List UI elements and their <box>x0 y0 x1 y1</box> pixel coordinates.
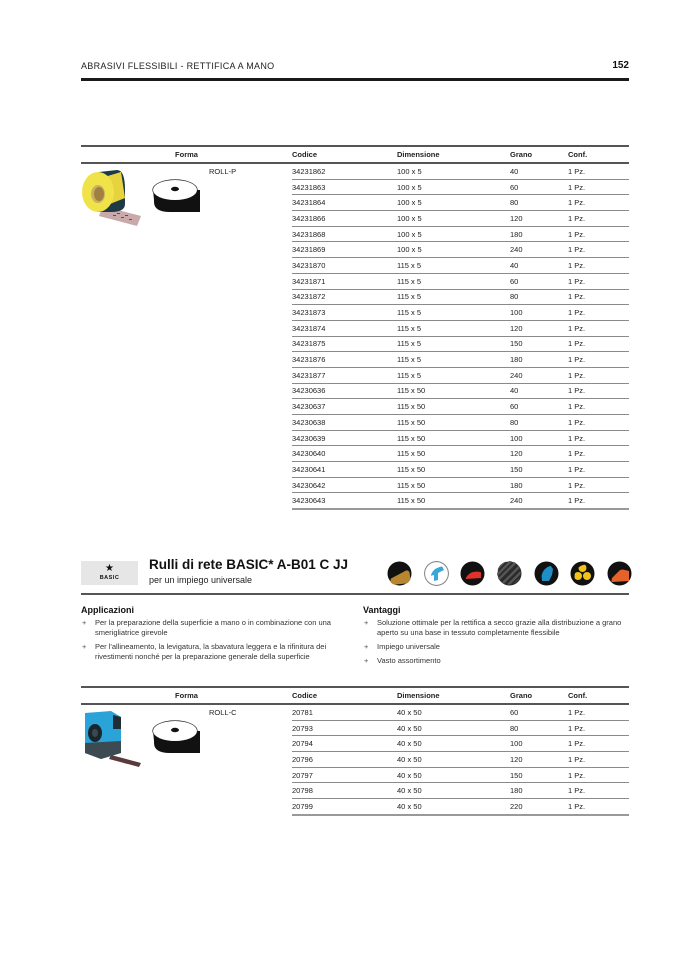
list-item-text: Soluzione ottimale per la rettifica a secco grazie alla distribuzione a grano aperto su una base in tessuto completamente flessibile <box>377 618 622 637</box>
vantaggi-list <box>363 618 633 666</box>
cell-conf: 1 Pz. <box>568 415 629 431</box>
steel-icon <box>424 561 449 586</box>
cell-codice: 34230641 <box>292 462 397 478</box>
material-icons <box>387 561 632 587</box>
cell-grano: 100 <box>510 305 568 321</box>
cell-conf: 1 Pz. <box>568 704 629 720</box>
cell-dimensione: 115 x 50 <box>397 477 510 493</box>
cell-grano: 40 <box>510 163 568 179</box>
column-header-forma: Forma <box>81 146 292 163</box>
star-icon: ★ <box>105 563 114 574</box>
cell-dimensione: 115 x 50 <box>397 462 510 478</box>
list-item-text: Vasto assortimento <box>377 656 441 665</box>
column-header-conf: Conf. <box>568 146 629 163</box>
list-item-text: Per la preparazione della superficie a mano o in combinazione con una smerigliatrice girevole <box>95 618 331 637</box>
cell-dimensione: 40 x 50 <box>397 767 510 783</box>
cell-grano: 120 <box>510 752 568 768</box>
cell-conf: 1 Pz. <box>568 289 629 305</box>
cell-dimensione: 115 x 5 <box>397 367 510 383</box>
cell-codice: 34230637 <box>292 399 397 415</box>
cell-codice: 34230640 <box>292 446 397 462</box>
cell-dimensione: 115 x 5 <box>397 258 510 274</box>
cell-dimensione: 115 x 5 <box>397 320 510 336</box>
cell-grano: 240 <box>510 242 568 258</box>
cell-dimensione: 115 x 50 <box>397 399 510 415</box>
cell-dimensione: 100 x 5 <box>397 195 510 211</box>
cell-conf: 1 Pz. <box>568 493 629 509</box>
cell-grano: 40 <box>510 258 568 274</box>
cell-grano: 80 <box>510 195 568 211</box>
cell-dimensione: 40 x 50 <box>397 704 510 720</box>
product-image-cell <box>81 163 209 509</box>
basic-badge-label: BASIC <box>99 575 120 581</box>
cell-grano: 60 <box>510 273 568 289</box>
cell-codice: 34231873 <box>292 305 397 321</box>
cell-dimensione: 40 x 50 <box>397 799 510 815</box>
cell-dimensione: 100 x 5 <box>397 179 510 195</box>
plus-bullet-icon: + <box>364 618 369 627</box>
cell-codice: 34231863 <box>292 179 397 195</box>
cell-conf: 1 Pz. <box>568 352 629 368</box>
cell-dimensione: 40 x 50 <box>397 752 510 768</box>
cell-dimensione: 40 x 50 <box>397 736 510 752</box>
cell-conf: 1 Pz. <box>568 258 629 274</box>
cell-codice: 20798 <box>292 783 397 799</box>
product-type-label: ROLL-C <box>209 708 237 717</box>
cell-dimensione: 100 x 5 <box>397 163 510 179</box>
cell-dimensione: 115 x 50 <box>397 430 510 446</box>
cell-dimensione: 115 x 50 <box>397 415 510 431</box>
cell-grano: 60 <box>510 179 568 195</box>
glove-icon <box>534 561 559 586</box>
vantaggi-heading: Vantaggi <box>363 605 401 615</box>
cell-conf: 1 Pz. <box>568 783 629 799</box>
table-row <box>81 704 629 720</box>
cell-grano: 80 <box>510 289 568 305</box>
list-item <box>363 656 633 666</box>
page-header <box>81 61 629 73</box>
section-subtitle: per un impiego universale <box>149 575 253 585</box>
list-item <box>363 642 633 652</box>
cell-grano: 180 <box>510 783 568 799</box>
cell-dimensione: 115 x 5 <box>397 273 510 289</box>
cell-codice: 20781 <box>292 704 397 720</box>
cell-conf: 1 Pz. <box>568 336 629 352</box>
composite-icon <box>497 561 522 586</box>
cell-grano: 150 <box>510 462 568 478</box>
cell-codice: 34231862 <box>292 163 397 179</box>
product-image <box>81 166 211 228</box>
yellow-abrasive-roll-image <box>81 168 147 226</box>
filler-icon <box>607 561 632 586</box>
roll-shape-icon <box>150 178 202 214</box>
cell-grano: 150 <box>510 767 568 783</box>
cell-conf: 1 Pz. <box>568 767 629 783</box>
cell-conf: 1 Pz. <box>568 477 629 493</box>
section-title: Rulli di rete BASIC* A-B01 C JJ <box>149 557 349 572</box>
column-header-grano: Grano <box>510 146 568 163</box>
wood-icon <box>387 561 412 586</box>
cell-conf: 1 Pz. <box>568 179 629 195</box>
cell-conf: 1 Pz. <box>568 462 629 478</box>
cell-codice: 34230639 <box>292 430 397 446</box>
cell-conf: 1 Pz. <box>568 736 629 752</box>
paint-icon <box>460 561 485 586</box>
cell-dimensione: 115 x 5 <box>397 289 510 305</box>
cell-dimensione: 100 x 5 <box>397 242 510 258</box>
cell-codice: 34230643 <box>292 493 397 509</box>
roll-shape-icon <box>150 719 202 755</box>
cell-codice: 20793 <box>292 720 397 736</box>
cell-conf: 1 Pz. <box>568 799 629 815</box>
cell-codice: 34230642 <box>292 477 397 493</box>
cell-conf: 1 Pz. <box>568 163 629 179</box>
cell-grano: 100 <box>510 736 568 752</box>
cell-grano: 180 <box>510 226 568 242</box>
cell-codice: 34231872 <box>292 289 397 305</box>
cell-grano: 40 <box>510 383 568 399</box>
cell-dimensione: 115 x 5 <box>397 336 510 352</box>
cell-grano: 80 <box>510 720 568 736</box>
cell-dimensione: 100 x 5 <box>397 211 510 227</box>
applicazioni-list <box>81 618 351 662</box>
page-title: ABRASIVI FLESSIBILI - RETTIFICA A MANO <box>81 61 275 71</box>
cell-dimensione: 115 x 5 <box>397 305 510 321</box>
product-table-roll-c <box>81 686 629 816</box>
cell-grano: 180 <box>510 352 568 368</box>
table-header-row <box>81 687 629 704</box>
cell-codice: 34230636 <box>292 383 397 399</box>
applicazioni-heading: Applicazioni <box>81 605 135 615</box>
cell-conf: 1 Pz. <box>568 305 629 321</box>
cell-grano: 120 <box>510 320 568 336</box>
product-type-label: ROLL-P <box>209 167 237 176</box>
cell-conf: 1 Pz. <box>568 273 629 289</box>
cell-conf: 1 Pz. <box>568 226 629 242</box>
cell-dimensione: 115 x 50 <box>397 383 510 399</box>
cell-conf: 1 Pz. <box>568 720 629 736</box>
list-item <box>81 642 351 662</box>
list-item <box>363 618 633 638</box>
cell-dimensione: 40 x 50 <box>397 783 510 799</box>
table-header-row <box>81 146 629 163</box>
cell-grano: 60 <box>510 399 568 415</box>
cell-conf: 1 Pz. <box>568 195 629 211</box>
cell-codice: 20794 <box>292 736 397 752</box>
list-item <box>81 618 351 638</box>
cell-grano: 80 <box>510 415 568 431</box>
section-divider <box>81 593 629 595</box>
cell-codice: 20796 <box>292 752 397 768</box>
cell-codice: 34231868 <box>292 226 397 242</box>
cell-codice: 34231871 <box>292 273 397 289</box>
cell-dimensione: 115 x 50 <box>397 493 510 509</box>
cell-grano: 180 <box>510 477 568 493</box>
cell-codice: 34231866 <box>292 211 397 227</box>
cell-conf: 1 Pz. <box>568 752 629 768</box>
column-header-codice: Codice <box>292 687 397 704</box>
cell-codice: 34230638 <box>292 415 397 431</box>
cell-codice: 34231876 <box>292 352 397 368</box>
plus-bullet-icon: + <box>364 656 369 665</box>
cell-grano: 240 <box>510 367 568 383</box>
column-header-conf: Conf. <box>568 687 629 704</box>
cell-codice: 34231875 <box>292 336 397 352</box>
cell-codice: 34231877 <box>292 367 397 383</box>
column-header-dimensione: Dimensione <box>397 146 510 163</box>
cell-conf: 1 Pz. <box>568 367 629 383</box>
cell-conf: 1 Pz. <box>568 446 629 462</box>
list-item-text: Impiego universale <box>377 642 440 651</box>
column-header-grano: Grano <box>510 687 568 704</box>
cell-grano: 120 <box>510 446 568 462</box>
cell-codice: 20799 <box>292 799 397 815</box>
plus-bullet-icon: + <box>82 642 87 651</box>
cell-codice: 34231864 <box>292 195 397 211</box>
cell-grano: 120 <box>510 211 568 227</box>
pvc-icon <box>570 561 595 586</box>
basic-badge <box>81 561 138 585</box>
product-image <box>81 707 211 769</box>
cell-dimensione: 40 x 50 <box>397 720 510 736</box>
cell-grano: 100 <box>510 430 568 446</box>
cell-conf: 1 Pz. <box>568 383 629 399</box>
cell-conf: 1 Pz. <box>568 242 629 258</box>
column-header-forma: Forma <box>81 687 292 704</box>
plus-bullet-icon: + <box>364 642 369 651</box>
cell-dimensione: 115 x 5 <box>397 352 510 368</box>
cell-codice: 20797 <box>292 767 397 783</box>
cell-dimensione: 100 x 5 <box>397 226 510 242</box>
list-item-text: Per l'allineamento, la levigatura, la sbavatura leggera e la rifinitura dei rivestimenti nonché per la preparazione generale della superficie <box>95 642 327 661</box>
cell-grano: 60 <box>510 704 568 720</box>
cell-grano: 150 <box>510 336 568 352</box>
vantaggi-block <box>363 605 633 670</box>
header-divider <box>81 78 629 81</box>
applicazioni-block <box>81 605 351 666</box>
column-header-codice: Codice <box>292 146 397 163</box>
cell-grano: 240 <box>510 493 568 509</box>
column-header-dimensione: Dimensione <box>397 687 510 704</box>
product-image-cell <box>81 704 209 815</box>
cell-codice: 34231870 <box>292 258 397 274</box>
cell-conf: 1 Pz. <box>568 211 629 227</box>
cell-grano: 220 <box>510 799 568 815</box>
cell-codice: 34231869 <box>292 242 397 258</box>
blue-roll-dispenser-image <box>81 709 147 769</box>
page-number: 152 <box>612 60 629 71</box>
cell-conf: 1 Pz. <box>568 399 629 415</box>
cell-conf: 1 Pz. <box>568 320 629 336</box>
cell-conf: 1 Pz. <box>568 430 629 446</box>
table-row <box>81 163 629 179</box>
plus-bullet-icon: + <box>82 618 87 627</box>
cell-dimensione: 115 x 50 <box>397 446 510 462</box>
cell-codice: 34231874 <box>292 320 397 336</box>
product-table-roll-p <box>81 145 629 510</box>
